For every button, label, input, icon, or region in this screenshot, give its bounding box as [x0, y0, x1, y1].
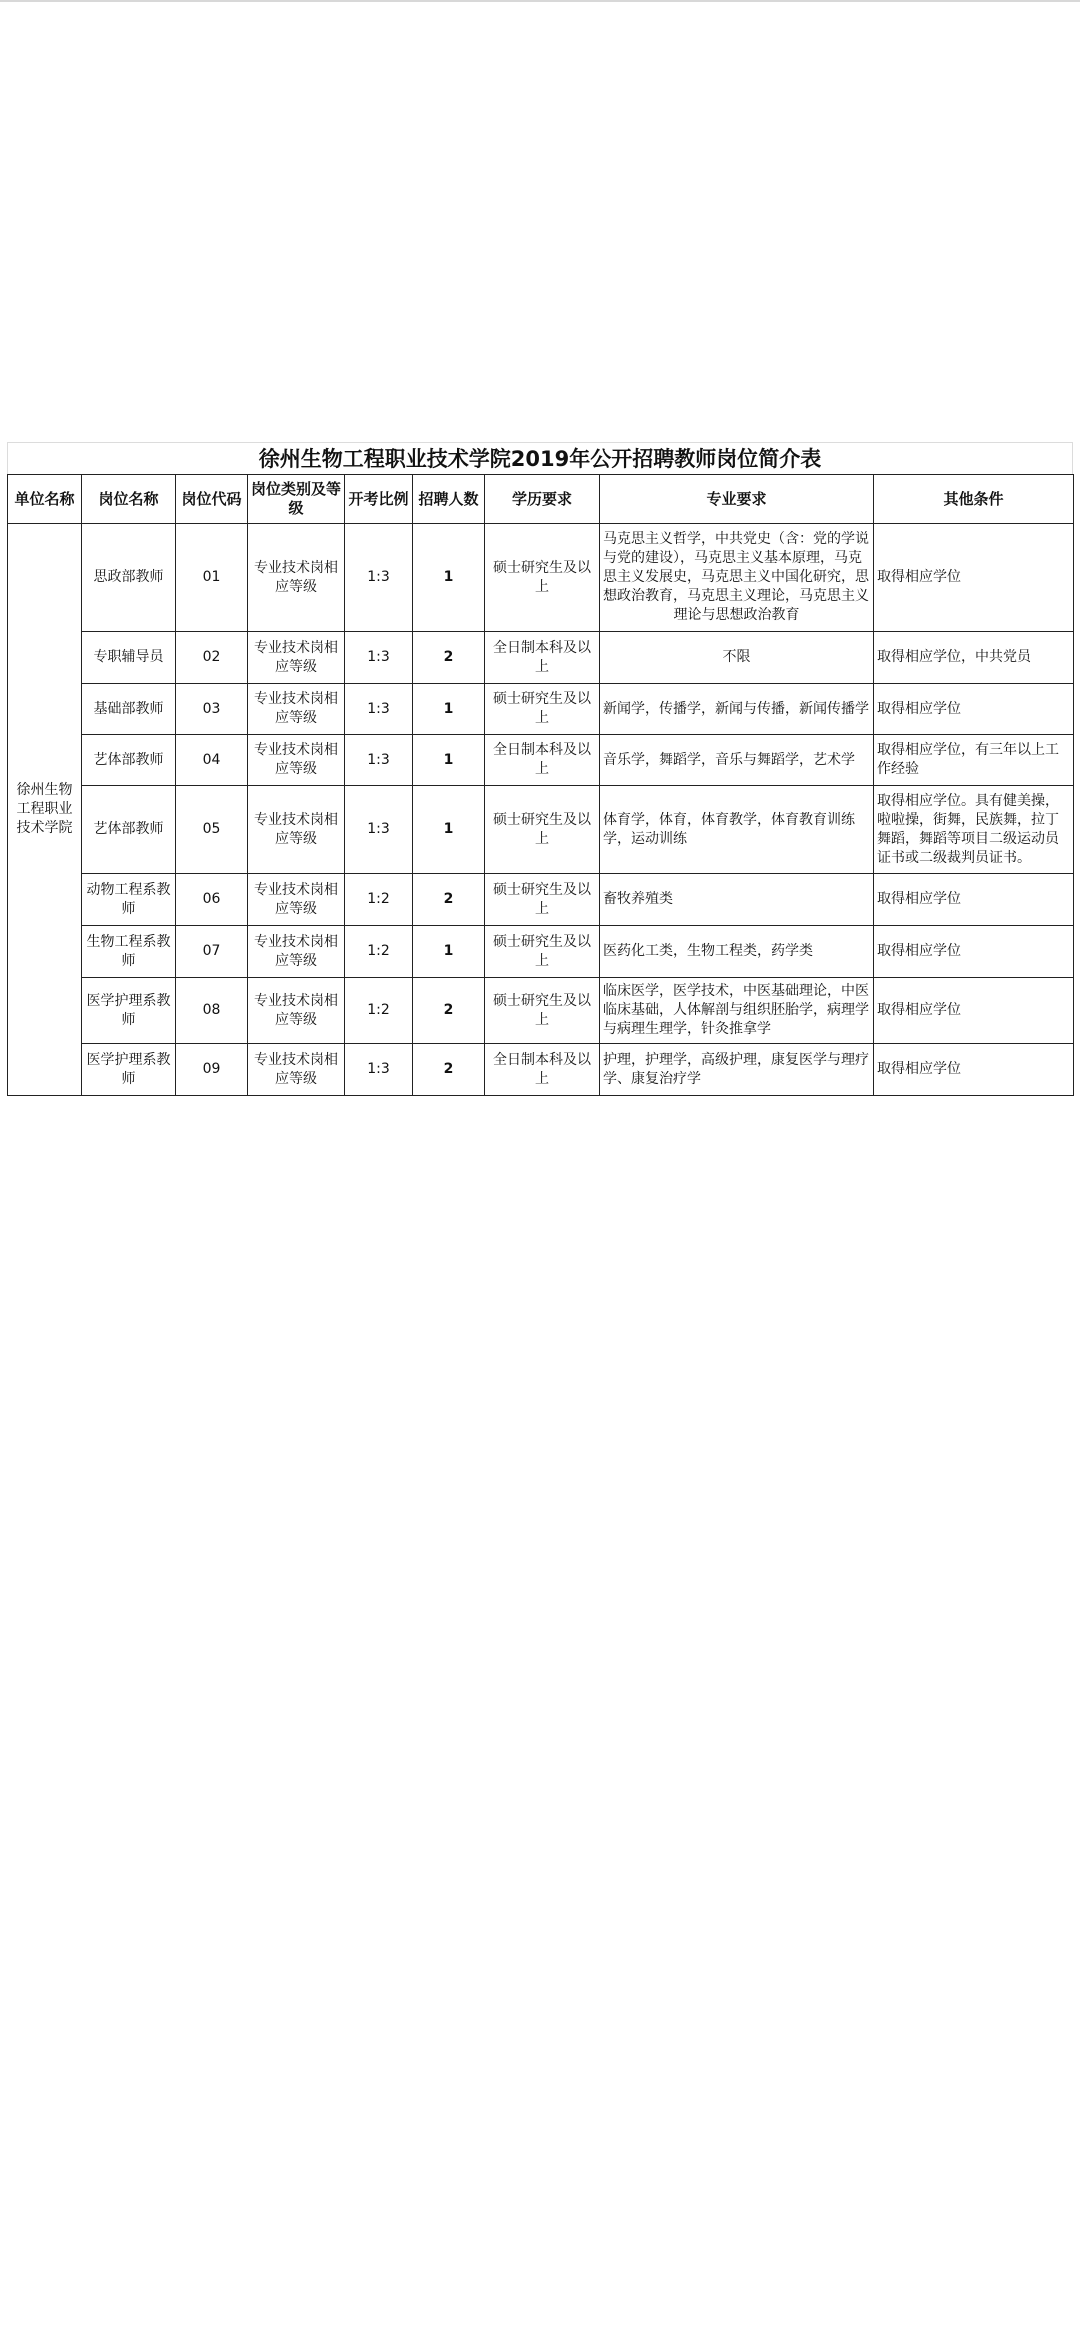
- ratio-cell: 1:3: [345, 786, 413, 874]
- other-cell: 取得相应学位: [874, 524, 1074, 632]
- education-cell: 硕士研究生及以上: [485, 524, 600, 632]
- header-hire-count: 招聘人数: [413, 475, 485, 524]
- position-cell: 基础部教师: [82, 684, 176, 735]
- education-cell: 全日制本科及以上: [485, 735, 600, 786]
- major-cell: 临床医学，医学技术，中医基础理论，中医临床基础，人体解剖与组织胚胎学，病理学与病理生理学，针灸推拿学: [600, 978, 874, 1044]
- job-table: [7, 474, 1074, 1096]
- major-cell: 护理，护理学，高级护理，康复医学与理疗学、康复治疗学: [600, 1044, 874, 1096]
- position-cell: 动物工程系教师: [82, 874, 176, 926]
- major-cell: 新闻学，传播学，新闻与传播，新闻传播学: [600, 684, 874, 735]
- ratio-cell: 1:3: [345, 684, 413, 735]
- table-row: [8, 786, 1074, 874]
- header-other: 其他条件: [874, 475, 1074, 524]
- education-cell: 硕士研究生及以上: [485, 874, 600, 926]
- count-cell: 2: [413, 632, 485, 684]
- other-cell: 取得相应学位，中共党员: [874, 632, 1074, 684]
- position-cell: 专职辅导员: [82, 632, 176, 684]
- education-cell: 全日制本科及以上: [485, 1044, 600, 1096]
- table-row: [8, 926, 1074, 978]
- education-cell: 全日制本科及以上: [485, 632, 600, 684]
- major-cell: 医药化工类，生物工程类，药学类: [600, 926, 874, 978]
- header-unit-name: 单位名称: [8, 475, 82, 524]
- count-cell: 2: [413, 874, 485, 926]
- education-cell: 硕士研究生及以上: [485, 786, 600, 874]
- count-cell: 1: [413, 926, 485, 978]
- count-cell: 1: [413, 735, 485, 786]
- category-cell: 专业技术岗相应等级: [248, 786, 345, 874]
- position-cell: 医学护理系教师: [82, 1044, 176, 1096]
- major-cell: 马克思主义哲学，中共党史（含：党的学说与党的建设），马克思主义基本原理，马克思主义发展史，马克思主义中国化研究，思想政治教育，马克思主义理论，马克思主义理论与思想政治教育: [600, 524, 874, 632]
- other-cell: 取得相应学位: [874, 926, 1074, 978]
- other-cell: 取得相应学位: [874, 978, 1074, 1044]
- table-row: [8, 978, 1074, 1044]
- education-cell: 硕士研究生及以上: [485, 684, 600, 735]
- category-cell: 专业技术岗相应等级: [248, 735, 345, 786]
- major-cell: 体育学，体育，体育教学，体育教育训练学，运动训练: [600, 786, 874, 874]
- category-cell: 专业技术岗相应等级: [248, 524, 345, 632]
- unit-name-cell: 徐州生物工程职业技术学院: [8, 524, 82, 1096]
- ratio-cell: 1:3: [345, 735, 413, 786]
- category-cell: 专业技术岗相应等级: [248, 874, 345, 926]
- ratio-cell: 1:3: [345, 524, 413, 632]
- header-exam-ratio: 开考比例: [345, 475, 413, 524]
- category-cell: 专业技术岗相应等级: [248, 926, 345, 978]
- table-row: [8, 874, 1074, 926]
- ratio-cell: 1:3: [345, 1044, 413, 1096]
- code-cell: 01: [176, 524, 248, 632]
- ratio-cell: 1:2: [345, 978, 413, 1044]
- count-cell: 2: [413, 978, 485, 1044]
- code-cell: 04: [176, 735, 248, 786]
- category-cell: 专业技术岗相应等级: [248, 978, 345, 1044]
- count-cell: 1: [413, 684, 485, 735]
- top-divider: [0, 0, 1080, 2]
- position-cell: 思政部教师: [82, 524, 176, 632]
- header-education: 学历要求: [485, 475, 600, 524]
- table-row: [8, 1044, 1074, 1096]
- header-major: 专业要求: [600, 475, 874, 524]
- major-cell: 畜牧养殖类: [600, 874, 874, 926]
- code-cell: 05: [176, 786, 248, 874]
- count-cell: 1: [413, 524, 485, 632]
- table-row: [8, 524, 1074, 632]
- category-cell: 专业技术岗相应等级: [248, 1044, 345, 1096]
- table-row: [8, 684, 1074, 735]
- other-cell: 取得相应学位，有三年以上工作经验: [874, 735, 1074, 786]
- header-position-name: 岗位名称: [82, 475, 176, 524]
- ratio-cell: 1:2: [345, 874, 413, 926]
- table-row: [8, 632, 1074, 684]
- header-position-code: 岗位代码: [176, 475, 248, 524]
- header-row: [8, 475, 1074, 524]
- major-cell: 不限: [600, 632, 874, 684]
- table-row: [8, 735, 1074, 786]
- code-cell: 02: [176, 632, 248, 684]
- code-cell: 09: [176, 1044, 248, 1096]
- other-cell: 取得相应学位。具有健美操，啦啦操，街舞，民族舞，拉丁舞蹈，舞蹈等项目二级运动员证书或二级裁判员证书。: [874, 786, 1074, 874]
- code-cell: 03: [176, 684, 248, 735]
- position-cell: 生物工程系教师: [82, 926, 176, 978]
- other-cell: 取得相应学位: [874, 1044, 1074, 1096]
- code-cell: 06: [176, 874, 248, 926]
- major-cell: 音乐学，舞蹈学，音乐与舞蹈学，艺术学: [600, 735, 874, 786]
- header-position-category: 岗位类别及等级: [248, 475, 345, 524]
- count-cell: 1: [413, 786, 485, 874]
- education-cell: 硕士研究生及以上: [485, 978, 600, 1044]
- ratio-cell: 1:2: [345, 926, 413, 978]
- position-cell: 医学护理系教师: [82, 978, 176, 1044]
- other-cell: 取得相应学位: [874, 684, 1074, 735]
- ratio-cell: 1:3: [345, 632, 413, 684]
- code-cell: 08: [176, 978, 248, 1044]
- count-cell: 2: [413, 1044, 485, 1096]
- job-table-sheet: [7, 442, 1073, 1096]
- other-cell: 取得相应学位: [874, 874, 1074, 926]
- education-cell: 硕士研究生及以上: [485, 926, 600, 978]
- category-cell: 专业技术岗相应等级: [248, 684, 345, 735]
- position-cell: 艺体部教师: [82, 786, 176, 874]
- position-cell: 艺体部教师: [82, 735, 176, 786]
- category-cell: 专业技术岗相应等级: [248, 632, 345, 684]
- table-title: 徐州生物工程职业技术学院2019年公开招聘教师岗位简介表: [7, 442, 1073, 474]
- code-cell: 07: [176, 926, 248, 978]
